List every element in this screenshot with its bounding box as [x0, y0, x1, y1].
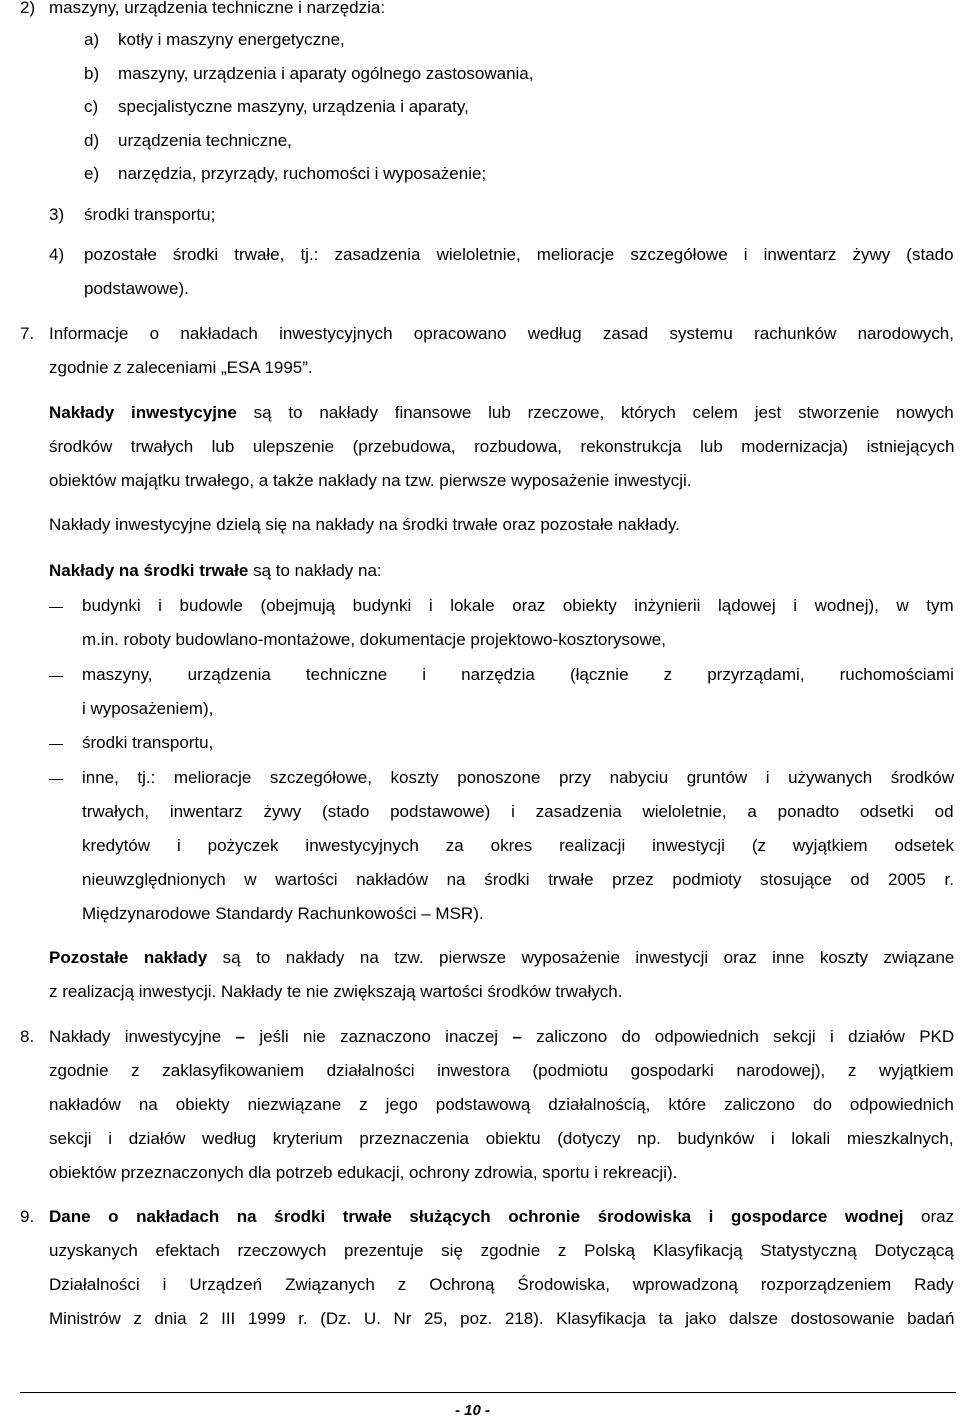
list-number: 4) — [49, 245, 65, 264]
sub-item-text: urządzenia techniczne, — [118, 131, 292, 150]
paragraph-number: 8. — [20, 1027, 35, 1046]
sub-item-letter: b) — [84, 64, 100, 83]
paragraph-text: Ministrów z dnia 2 III 1999 r. (Dz. U. Nr 25, poz. 218). Klasyfikacja ta jako dalsze dostosowanie badań — [49, 1309, 955, 1328]
term-bold: Dane o nakładach na środki trwałe służących ochronie środowiska i gospodarce wodnej — [49, 1207, 904, 1226]
term-bold: Pozostałe nakłady — [49, 948, 208, 967]
bullet-text: nieuwzględnionych w wartości nakładów na środki trwałe przez podmioty stosujące od 2005 r. — [82, 870, 954, 889]
paragraph-text: zgodnie z zaklasyfikowaniem działalności inwestora (podmiotu gospodarki narodowej), z wyjątkiem — [49, 1061, 954, 1080]
list-item-text: maszyny, urządzenia techniczne i narzędzia: — [49, 0, 386, 17]
bullet-text: trwałych, inwentarz żywy (stado podstawowe) i zasadzenia wieloletnie, a ponadto odsetki od — [82, 802, 954, 821]
paragraph-text: zgodnie z zaleceniami „ESA 1995”. — [49, 358, 313, 377]
dash-bullet — [49, 676, 63, 677]
paragraph-text: nakładów na obiekty niezwiązane z jego podstawową działalnością, które zaliczono do odpowiednich — [49, 1095, 954, 1114]
paragraph-text: Działalności i Urządzeń Związanych z Ochroną Środowiska, wprowadzoną rozporządzeniem Rady — [49, 1275, 954, 1294]
paragraph-text: środków trwałych lub ulepszenie (przebudowa, rozbudowa, rekonstrukcja lub modernizacja) istniejących — [49, 437, 955, 456]
paragraph-text: obiektów majątku trwałego, a także nakłady na tzw. pierwsze wyposażenie inwestycji. — [49, 471, 692, 490]
paragraph-number: 9. — [20, 1207, 35, 1226]
sub-item-letter: c) — [84, 97, 99, 116]
sub-item-text: kotły i maszyny energetyczne, — [118, 30, 345, 49]
paragraph-text: Nakłady inwestycyjne dzielą się na nakłady na środki trwałe oraz pozostałe nakłady. — [49, 515, 680, 534]
sub-item-text: specjalistyczne maszyny, urządzenia i aparaty, — [118, 97, 469, 116]
dash-bullet — [49, 607, 63, 608]
list-number: 3) — [49, 205, 65, 224]
sub-item-text: maszyny, urządzenia i aparaty ogólnego zastosowania, — [118, 64, 534, 83]
dash-bullet — [49, 779, 63, 780]
paragraph-number: 7. — [20, 324, 35, 343]
paragraph-text: Informacje o nakładach inwestycyjnych opracowano według zasad systemu rachunków narodowych, — [49, 324, 954, 343]
bullet-text: budynki i budowle (obejmują budynki i lokale oraz obiekty inżynierii lądowej i wodnej), w tym — [82, 596, 954, 615]
list-item-text: środki transportu; — [84, 205, 216, 224]
bullet-text: środki transportu, — [82, 733, 214, 752]
sub-item-letter: d) — [84, 131, 100, 150]
paragraph-text: sekcji i działów według kryterium przeznaczenia obiektu (dotyczy np. budynków i lokali mieszkalnych, — [49, 1129, 954, 1148]
list-item-text: pozostałe środki trwałe, tj.: zasadzenia wieloletnie, melioracje szczegółowe i inwentarz żywy (stado — [84, 245, 954, 264]
list-number: 2) — [20, 0, 36, 17]
paragraph-text: obiektów przeznaczonych dla potrzeb edukacji, ochrony zdrowia, sportu i rekreacji). — [49, 1163, 678, 1182]
paragraph-text: Nakłady na środki trwałe są to nakłady na: — [49, 561, 382, 580]
footer-divider — [20, 1392, 956, 1393]
bullet-text: i wyposażeniem), — [82, 699, 214, 718]
sub-item-letter: a) — [84, 30, 100, 49]
bullet-text: inne, tj.: melioracje szczegółowe, koszty ponoszone przy nabyciu gruntów i używanych środków — [82, 768, 955, 787]
sub-item-text: narzędzia, przyrządy, ruchomości i wyposażenie; — [118, 164, 487, 183]
paragraph-text: Nakłady inwestycyjne – jeśli nie zaznaczono inaczej – zaliczono do odpowiednich sekcji i działów PKD — [49, 1027, 955, 1046]
term-bold: Nakłady inwestycyjne — [49, 403, 237, 422]
sub-item-letter: e) — [84, 164, 100, 183]
list-item-text-cont: podstawowe). — [84, 279, 189, 298]
paragraph-text: Dane o nakładach na środki trwałe służących ochronie środowiska i gospodarce wodnej oraz — [49, 1207, 955, 1226]
bullet-text: Międzynarodowe Standardy Rachunkowości – MSR). — [82, 904, 484, 923]
paragraph-text: uzyskanych efektach rzeczowych prezentuje się zgodnie z Polską Klasyfikacją Statystyczną Dotyczącą — [49, 1241, 954, 1260]
term-bold: Nakłady na środki trwałe — [49, 561, 249, 580]
page-number: - 10 - — [455, 1402, 491, 1419]
bullet-text: m.in. roboty budowlano-montażowe, dokumentacje projektowo-kosztorysowe, — [82, 630, 666, 649]
dash-bullet — [49, 744, 63, 745]
paragraph-text: Pozostałe nakłady są to nakłady na tzw. pierwsze wyposażenie inwestycji oraz inne koszty związane — [49, 948, 955, 967]
paragraph-text: Nakłady inwestycyjne są to nakłady finansowe lub rzeczowe, których celem jest stworzenie nowych — [49, 403, 954, 422]
paragraph-text: z realizacją inwestycji. Nakłady te nie zwiększają wartości środków trwałych. — [49, 982, 623, 1001]
bullet-text: kredytów i pożyczek inwestycyjnych za okres realizacji inwestycji (z wyjątkiem odsetek — [82, 836, 954, 855]
bullet-text: maszyny, urządzenia techniczne i narzędzia (łącznie z przyrządami, ruchomościami — [82, 665, 954, 684]
